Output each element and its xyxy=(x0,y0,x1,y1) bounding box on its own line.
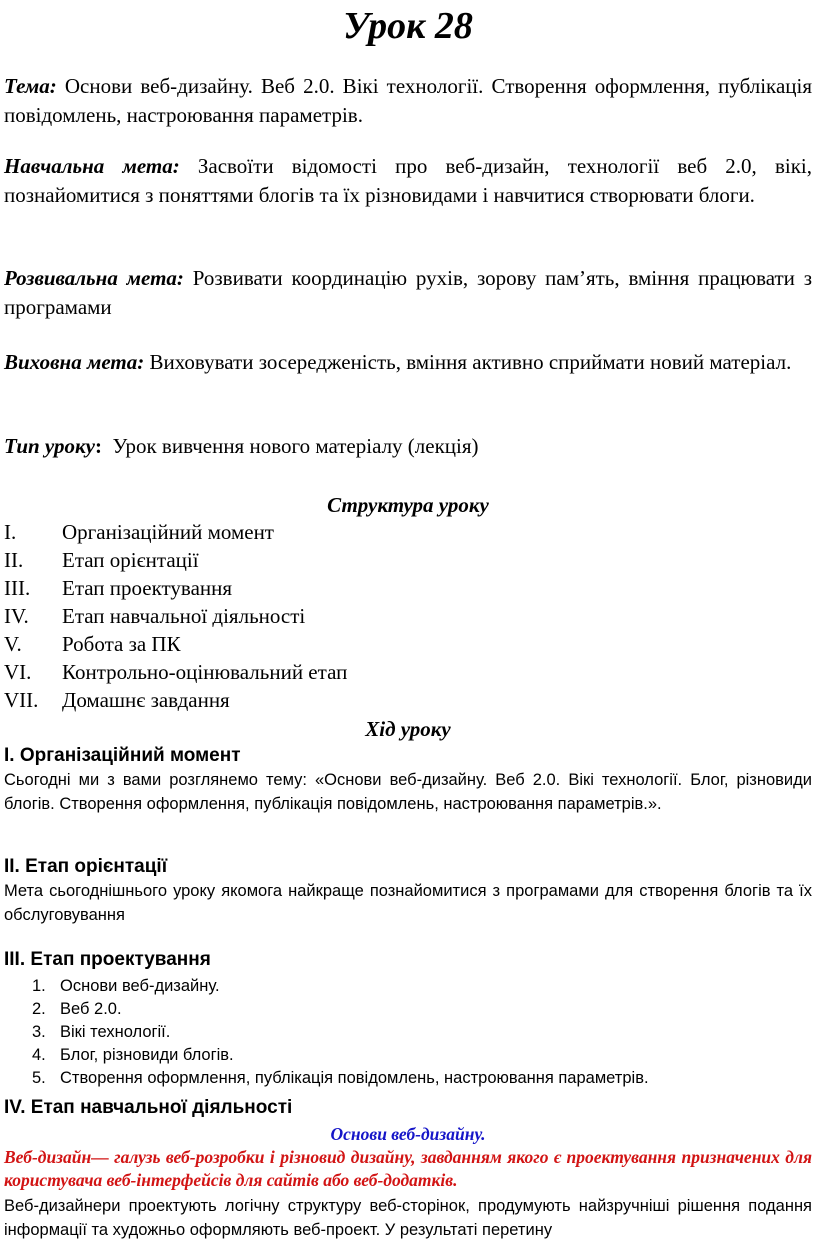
list-item: 2. Веб 2.0. xyxy=(32,1000,122,1018)
structure-item: VI. Контрольно-оцінювальний етап xyxy=(4,660,348,684)
topic-paragraph xyxy=(4,72,812,130)
lesson-type-paragraph xyxy=(4,432,812,461)
structure-heading: Структура уроку xyxy=(327,493,489,517)
web-design-subheading: Основи веб-дизайну. xyxy=(330,1124,486,1144)
list-item: 1. Основи веб-дизайну. xyxy=(32,977,220,995)
structure-item: I. Організаційний момент xyxy=(4,520,274,544)
educational-goal-text: Виховувати зосередженість, вміння активно сприймати новий матеріал. xyxy=(149,350,792,374)
lesson-type-text: Урок вивчення нового матеріалу (лекція) xyxy=(112,434,479,458)
lesson-title: Урок 28 xyxy=(343,5,473,47)
learning-goal-label: Навчальна мета: xyxy=(4,154,180,178)
section-3-heading: III. Етап проектування xyxy=(4,949,211,970)
section-2-text: Мета сьогоднішнього уроку якомога найкраще познайомитися з програмами для створення блогів та їх обслуговування xyxy=(4,882,812,924)
section-2-heading: II. Етап орієнтації xyxy=(4,856,168,877)
developmental-goal-text: Розвивати координацію рухів, зорову пам’ять, вміння працювати з програмами xyxy=(4,266,813,319)
structure-item: III. Етап проектування xyxy=(4,576,233,600)
list-item: 3. Вікі технології. xyxy=(32,1023,171,1041)
lesson-type-colon: : xyxy=(94,434,102,458)
section-1-text: Сьогодні ми з вами розглянемо тему: «Основи веб-дизайну. Веб 2.0. Вікі технології. Блог, різновиди блогів. Створення оформлення, публікація повідомлень, настроювання параметрів.». xyxy=(4,771,812,813)
list-item: 4. Блог, різновиди блогів. xyxy=(32,1046,234,1064)
list-item: 5. Створення оформлення, публікація повідомлень, настроювання параметрів. xyxy=(32,1069,649,1087)
educational-goal-label: Виховна мета: xyxy=(4,350,145,374)
structure-item: II. Етап орієнтації xyxy=(4,548,199,572)
topic-label: Тема: xyxy=(4,74,57,98)
learning-goal-paragraph xyxy=(4,152,812,210)
structure-item: IV. Етап навчальної діяльності xyxy=(4,604,306,628)
lesson-flow-heading: Хід уроку xyxy=(365,717,451,741)
learning-goal-text: Засвоїти відомості про веб-дизайн, технології веб 2.0, вікі, познайомитися з поняттями блогів та їх різновидами і навчитися створювати блоги. xyxy=(4,154,813,207)
section-4-heading: IV. Етап навчальної діяльності xyxy=(4,1097,293,1118)
web-design-text: Веб-дизайнери проектують логічну структуру веб-сторінок, продумують найзручніші рішення подання інформації та художньо оформляють веб-проект. У результаті перетину xyxy=(4,1197,812,1239)
structure-item: V. Робота за ПК xyxy=(4,632,181,656)
developmental-goal-paragraph xyxy=(4,264,812,322)
lesson-type-label: Тип уроку xyxy=(4,434,95,458)
structure-item: VII. Домашнє завдання xyxy=(4,688,230,712)
web-design-definition: Веб-дизайн— галузь веб-розробки і різновид дизайну, завданням якого є проектування призначених для користувача веб-інтерфейсів для сайтів або веб-додатків. xyxy=(4,1147,812,1190)
developmental-goal-label: Розвивальна мета: xyxy=(4,266,184,290)
section-1-heading: I. Організаційний момент xyxy=(4,745,241,766)
topic-text: Основи веб-дизайну. Веб 2.0. Вікі технології. Створення оформлення, публікація повідомлень, настроювання параметрів. xyxy=(4,74,812,127)
educational-goal-paragraph xyxy=(4,348,812,377)
